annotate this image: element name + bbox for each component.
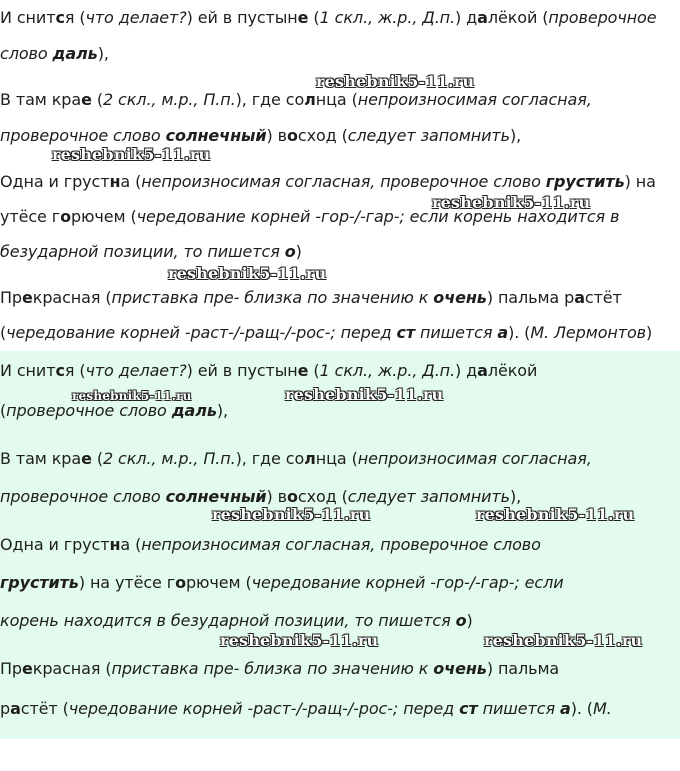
text-line: В там крае (2 скл., м.р., П.п.), где солнца (непроизносимая согласная, (0, 90, 592, 109)
text-line: И снится (что делает?) ей в пустыне (1 скл., ж.р., Д.п.) далёкой (проверочное (0, 8, 657, 27)
plain-analysis-block (0, 0, 680, 351)
text-line: Прекрасная (приставка пре- близка по значению к очень) пальма (0, 659, 560, 678)
watermark: reshebnik5-11.ru (285, 385, 444, 404)
text-line: безударной позиции, то пишется о) (0, 242, 302, 261)
watermark: reshebnik5-11.ru (212, 505, 371, 524)
text-line: Одна и грустна (непроизносимая согласная, проверочное слово (0, 535, 541, 554)
text-line: проверочное слово солнечный) восход (следует запомнить), (0, 487, 522, 506)
highlighted-analysis-block (0, 351, 680, 739)
text-line: Одна и грустна (непроизносимая согласная, проверочное слово грустить) на (0, 172, 656, 191)
watermark: reshebnik5-11.ru (316, 72, 475, 91)
text-line: проверочное слово солнечный) восход (следует запомнить), (0, 126, 522, 145)
text-line: В там крае (2 скл., м.р., П.п.), где солнца (непроизносимая согласная, (0, 449, 592, 468)
watermark: reshebnik5-11.ru (72, 389, 192, 403)
watermark: reshebnik5-11.ru (52, 145, 211, 164)
watermark: reshebnik5-11.ru (168, 264, 327, 283)
text-line: корень находится в безударной позиции, то пишется о) (0, 611, 473, 630)
text-line: Прекрасная (приставка пре- близка по значению к очень) пальма растёт (0, 288, 622, 307)
text-line: утёсе горючем (чередование корней -гор-/-гар-; если корень находится в (0, 207, 620, 226)
text-line: (проверочное слово даль), (0, 401, 229, 420)
watermark: reshebnik5-11.ru (476, 505, 635, 524)
text-line: грустить) на утёсе горючем (чередование корней -гор-/-гар-; если (0, 573, 564, 592)
text-line: слово даль), (0, 44, 109, 63)
text-line: растёт (чередование корней -раст-/-ращ-/-рос-; перед ст пишется а). (М. (0, 699, 612, 718)
text-line: (чередование корней -раст-/-ращ-/-рос-; перед ст пишется а). (М. Лермонтов) (0, 323, 653, 342)
watermark: reshebnik5-11.ru (432, 193, 591, 212)
watermark: reshebnik5-11.ru (484, 631, 643, 650)
text-line: И снится (что делает?) ей в пустыне (1 скл., ж.р., Д.п.) далёкой (0, 361, 538, 380)
watermark: reshebnik5-11.ru (220, 631, 379, 650)
